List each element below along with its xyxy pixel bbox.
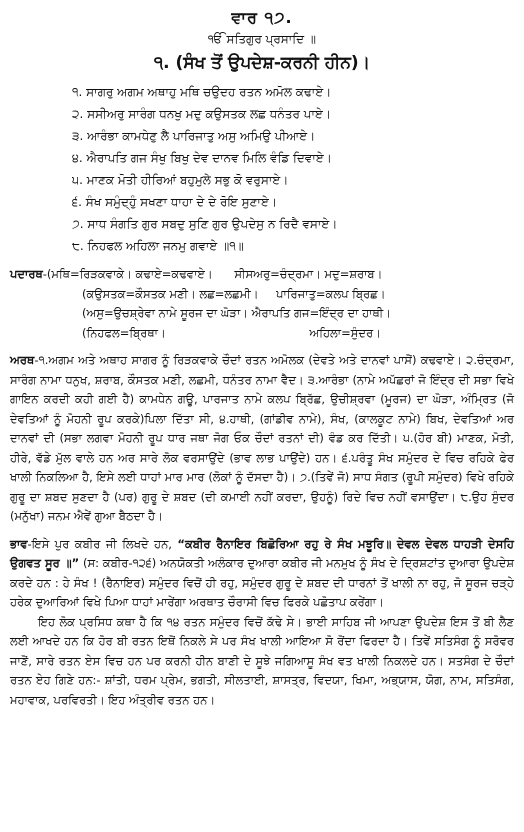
- glossary-line-4-tail: ਅਹਿਲਾ=ਸੁੰਦਰ।: [309, 325, 381, 340]
- verse-line: ੫. ਮਾਣਕ ਮੋਤੀ ਹੀਰਿਆਂ ਬਹੁਮੁਲੇ ਸਭੁ ਕੋ ਵਰੁਸਾਏ।: [72, 173, 289, 187]
- verse-line: ੩. ਆਰੰਭਾ ਕਾਮਧੇਣੁ ਲੈ ਪਾਰਿਜਾਤੁ ਅਸੁ ਅਮਿਉ ਪੀਆਏ।: [72, 129, 316, 143]
- var-heading: ਵਾਰ ੧੭.: [231, 8, 293, 27]
- commentary-text: (ਸ: ਕਬੀਰ-੧੨੬) ਅਨਯੋਕਤੀ ਅਲੰਕਾਰ ਦੁਆਰਾ ਕਬੀਰ ਜੀ ਮਨਮੁਖ ਨੂੰ ਸੰਖ ਦੇ ਦ੍ਰਿਸ਼ਟਾਂਤ ਦੁਆਰਾ ਉਪਦੇਸ਼ ਕਰਦੇ ਹਨ : ਹੇ ਸੰਖ ! (ਰੈਨਾਇਰ) ਸਮੁੰਦਰ ਵਿਚੋਂ ਹੀ ਰਹੁ, ਸਮੁੰਦਰ ਗੁਰੂ ਦੇ ਸ਼ਬਦ ਦੀ ਧਾਰਨਾਂ ਤੋਂ ਖਾਲੀ ਨਾ ਰਹੁ, ਜੋ ਸੂਰਜ ਚੜ੍ਹੇ ਹਰੇਕ ਦੁਆਰਿਆਂ ਵਿਖੇ ਪਿਆ ਧਾਹਾਂ ਮਾਰੇਂਗਾ ਅਰਥਾਤ ਚੌਰਾਸੀ ਵਿਚ ਫਿਰਕੇ ਪਛੋਤਾਪ ਕਰੇਂਗਾ।: [10, 556, 515, 609]
- meaning-text: -੧.ਅਗਮ ਅਤੇ ਅਥਾਹ ਸਾਗਰ ਨੂੰ ਰਿੜਕਵਾਕੇ ਚੌਦਾਂ ਰਤਨ ਅਮੋਲਕ (ਦੇਵਤੇ ਅਤੇ ਦਾਨਵਾਂ ਪਾਸੋਂ) ਕਢਵਾਏ। ੨.ਚੰਦ੍ਰਮਾ, ਸਾਰੰਗ ਨਾਮਾ ਧਨੁਖ, ਸ਼ਰਾਬ, ਕੌਸਤਕ ਮਣੀ, ਲਛਮੀ, ਧਨੰਤਰ ਨਾਮਾ ਵੈਦ। ੩.ਆਰੰਭਾ (ਨਾਮੇ ਅਪੱਛਰਾਂ ਜੋ ਇੰਦ੍ਰ ਦੀ ਸਭਾ ਵਿਖੇ ਗਾਇਨ ਕਰਦੀ ਕਹੀ ਗਈ ਹੈ) ਕਾਮਧੇਨ ਗਊ, ਪਾਰਜਾਤ ਨਾਮੇ ਕਲਪ ਬ੍ਰਿੱਛ, ਉਚੀਸ਼੍ਰਵਾ (ਮੂਰਜ) ਦਾ ਘੋੜਾ, ਅੰਮ੍ਰਿਤ (ਜੋ ਦੇਵਤਿਆਂ ਨੂੰ ਮੋਹਨੀ ਰੂਪ ਕਰਕੇ)ਪਿਲਾ ਦਿੱਤਾ ਸੀ, ੪.ਹਾਥੀ, (ਗਾਂਡੀਵ ਨਾਮੇ), ਸੰਖ, (ਕਾਲਕੂਟ ਨਾਮੇ) ਬਿਖ, ਦੇਵਤਿਆਂ ਅਰ ਦਾਨਵਾਂ ਦੀ (ਸਭਾ ਲਗਵਾ ਮੋਹਨੀ ਰੂਪ ਧਾਰ ਜਥਾ ਜੋਗ ਓਕ ਚੌਦਾਂ ਰਤਨਾਂ ਦੀ) ਵੰਡ ਕਰ ਦਿੱਤੀ। ੫.(ਹੋਰ ਬੀ) ਮਾਣਕ, ਮੋਤੀ, ਹੀਰੇ, ਵੱਡੇ ਮੁੱਲ ਵਾਲੇ ਹਨ ਅਰ ਸਾਰੇ ਲੋਕ ਵਰਸਾਉਂਦੇ (ਭਾਵ ਲਾਭ ਪਾਉਂਦੇ) ਹਨ। ੬.ਪਰੰਤੂ ਸੰਖ ਸਮੁੰਦਰ ਦੇ ਵਿਚ ਰਹਿਕੇ ਫੇਰ ਖਾਲੀ ਨਿਕਲਿਆ ਹੈ, ਇਸੇ ਲਈ ਧਾਹਾਂ ਮਾਰ ਮਾਰ (ਲੋਕਾਂ ਨੂੰ ਦੱਸਦਾ ਹੈ)। ੭.(ਤਿਵੇਂ ਜੋ) ਸਾਧ ਸੰਗਤ (ਰੂਪੀ ਸਮੁੰਦਰ) ਵਿਖੇ ਰਹਿਕੇ ਗੁਰੂ ਦਾ ਸ਼ਬਦ ਸੁਣਦਾ ਹੈ (ਪਰ) ਗੁਰੂ ਦੇ ਸ਼ਬਦ (ਦੀ ਕਮਾਈ ਨਹੀਂ ਕਰਦਾ, ਉਹਨੂੰ) ਰਿਦੇ ਵਿਚ ਨਹੀਂ ਵਸਾਉਂਦਾ। ੮.ਉਹ ਸੁੰਦਰ (ਮਨੁੱਖਾ) ਜਨਮ ਐਵੇਂ ਗੁਆ ਬੈਠਦਾ ਹੈ।: [10, 353, 514, 523]
- glossary-line-2: (ਕਉਸਤਕ=ਕੌਸਤਕ ਮਣੀ। ਲਛ=ਲਛਮੀ।: [82, 286, 259, 301]
- chapter-title: ੧. (ਸੰਖ ਤੋਂ ਉਪਦੇਸ਼-ਕਰਨੀ ਹੀਨ)।: [153, 53, 371, 73]
- glossary-section: [10, 265, 514, 343]
- glossary-line-3: (ਅਸੁ=ਉਚਸ਼੍ਰੇਵਾ ਨਾਮੇ ਸੂਰਜ ਦਾ ਘੋੜਾ। ਐਰਾਪਤਿ ਗਜ=ਇੰਦ੍ਰ ਦਾ ਹਾਥੀ।: [82, 306, 392, 320]
- glossary-line-2-tail: ਪਾਰਿਜਾਤੁ=ਕਲਪ ਬ੍ਰਿਛ।: [276, 286, 386, 301]
- verse-line: ੮. ਨਿਹਫਲ ਅਹਿਲਾ ਜਨਮੁ ਗਵਾਏ ॥੧॥: [72, 239, 244, 253]
- commentary-intro: -ਇਸੇ ਪੁਰ ਕਬੀਰ ਜੀ ਲਿਖਦੇ ਹਨ,: [27, 536, 178, 551]
- kabir-quote-line-1: “ਕਬੀਰ ਰੈਨਾਇਰ ਬਿਛੋਰਿਆ ਰਹੁ ਰੇ ਸੰਖ ਮਝੂਰਿ॥: [177, 536, 392, 551]
- commentary-section: [10, 535, 514, 711]
- meaning-label: ਅਰਥ: [10, 353, 35, 367]
- glossary-line-1-tail: ਸੀਸਅਰੁ=ਚੰਦ੍ਰਮਾ। ਮਦੁ=ਸ਼ਰਾਬ।: [234, 267, 383, 281]
- verse-line: ੨. ਸਸੀਅਰੁ ਸਾਰੰਗ ਧਨਖੁ ਮਦੁ ਕਉਸਤਕ ਲਛ ਧਨੰਤਰ ਪਾਏ।: [72, 107, 331, 121]
- verse-line: ੭. ਸਾਧ ਸੰਗਤਿ ਗੁਰ ਸਬਦੁ ਸੁਣਿ ਗੁਰ ਉਪਦੇਸੁ ਨ ਰਿਦੈ ਵਸਾਏ।: [72, 217, 338, 231]
- meaning-section: [10, 351, 514, 527]
- glossary-line-1: -(ਮਥਿ=ਰਿੜਕਵਾਕੇ। ਕਢਾਏ=ਕਢਵਾਏ।: [42, 267, 213, 281]
- invocation-line: ੴ ਸਤਿਗੁਰ ਪ੍ਰਸਾਦਿ ॥: [208, 32, 316, 46]
- kabir-quote-line-2: ਦੇਵਲ ਦੇਵਲ ਧਾਹੜੀ ਦੇਸਹਿ ਉਗਵਤ ਸੂਰ ॥”: [10, 536, 514, 570]
- glossary-label: ਪਦਾਰਥ: [10, 267, 43, 281]
- commentary-text-2: ਇਹ ਲੋਕ ਪ੍ਰਸਿਧ ਕਥਾ ਹੈ ਕਿ ੧੪ ਰਤਨ ਸਮੁੰਦਰ ਵਿਚੋਂ ਕੱਢੇ ਸੇ। ਭਾਈ ਸਾਹਿਬ ਜੀ ਆਪਣਾ ਉਪਦੇਸ਼ ਇਸ ਤੋਂ ਬੀ ਲੈਣ ਲਈ ਆਖਦੇ ਹਨ ਕਿ ਹੋਰ ਬੀ ਰਤਨ ਇਥੋਂ ਨਿਕਲੇ ਸੇ ਪਰ ਸੰਖ ਖਾਲੀ ਆਇਆ ਸੋ ਰੋਂਦਾ ਫਿਰਦਾ ਹੈ। ਤਿਵੇਂ ਸਤਿਸੰਗ ਨੂੰ ਸਰੋਵਰ ਜਾਣੋਂ, ਸਾਰੇ ਰਤਨ ਏਸ ਵਿਚ ਹਨ ਪਰ ਕਰਨੀ ਹੀਨ ਬਾਣੀ ਦੇ ਸੂਝੇ ਜਗਿਆਸੂ ਸੰਖ ਵਤ ਖਾਲੀ ਨਿਕਲਦੇ ਹਨ। ਸਤਸੰਗ ਦੇ ਚੌਦਾਂ ਰਤਨ ਏਹ ਗਿਣੇ ਹਨ:- ਸ਼ਾਂਤੀ, ਧਰਮ ਪ੍ਰੇਮ, ਭਗਤੀ, ਸੀਲਤਾਈ, ਸ਼ਾਸਤ੍ਰ, ਵਿਦਯਾ, ਖਿਮਾ, ਅਭ੍ਯਾਸ, ਯੋਗ, ਨਾਮ, ਸਤਿਸੰਗ, ਮਹਾਵਾਕ, ਪਰਵਿਰਤੀ। ਇਹ ਅੰਤ੍ਰੀਵ ਰਤਨ ਹਨ।: [10, 614, 514, 707]
- verse-line: ੬. ਸੰਖ ਸਮੁੰਦ੍ਹੁੰ ਸਖਣਾ ਧਾਹਾ ਦੇ ਦੇ ਰੋਇ ਸੁਣਾਏ।: [72, 195, 277, 209]
- verse-line: ੪. ਐਰਾਪਤਿ ਗਜ ਸੰਖੁ ਬਿਖੁ ਦੇਵ ਦਾਨਵ ਮਿਲਿ ਵੰਡਿ ਦਿਵਾਏ।: [72, 151, 332, 165]
- verse-line: ੧. ਸਾਗਰੁ ਅਗਮ ਅਥਾਹੁ ਮਥਿ ਚਉਦਹ ਰਤਨ ਅਮੋਲ ਕਢਾਏ।: [72, 85, 332, 99]
- glossary-line-4: (ਨਿਹਫਲ=ਬ੍ਰਿਥਾ।: [82, 325, 166, 340]
- commentary-label: ਭਾਵ: [10, 536, 28, 551]
- verse-block: [10, 81, 514, 257]
